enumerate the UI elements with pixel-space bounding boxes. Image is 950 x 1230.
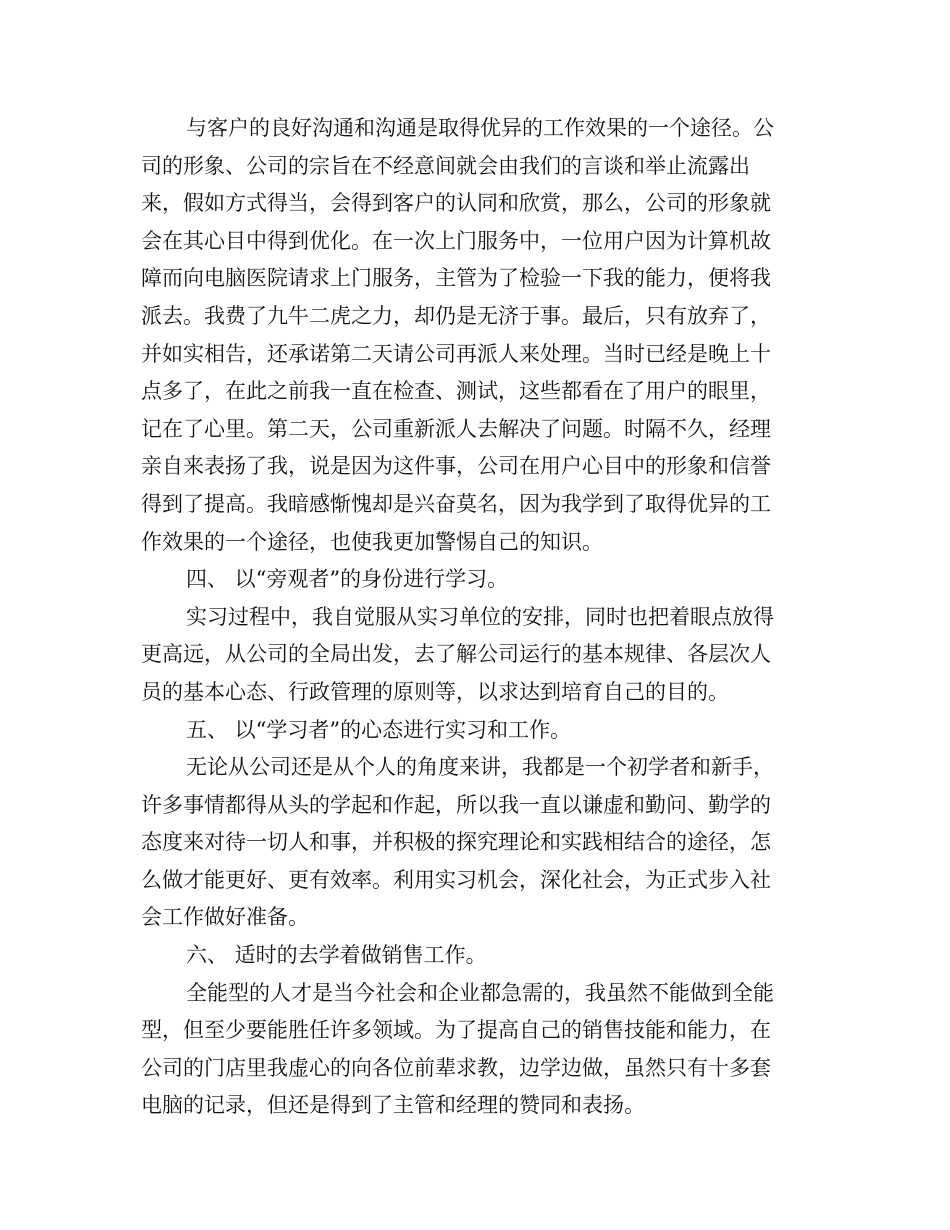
text-line: 障而向电脑医院请求上门服务，主管为了检验一下我的能力，便将我 [141,266,771,291]
text-line: 六、 适时的去学着做销售工作。 [186,943,487,968]
text-line: 与客户的良好沟通和沟通是取得优异的工作效果的一个途径。公 [186,116,774,140]
text-line: 电脑的记录，但还是得到了主管和经理的赞同和表扬。 [141,1093,645,1118]
text-line: 许多事情都得从头的学起和作起，所以我一直以谦虚和勤问、勤学的 [141,792,771,817]
text-line: 型，但至少要能胜任许多领域。为了提高自己的销售技能和能力，在 [141,1018,771,1043]
document-body [141,110,801,1125]
text-line: 么做才能更好、更有效率。利用实习机会，深化社会，为正式步入社 [141,867,771,892]
text-line: 作效果的一个途径，也使我更加警惕自己的知识。 [141,529,603,554]
text-line: 并如实相告，还承诺第二天请公司再派人来处理。当时已经是晚上十 [141,341,771,366]
text-line: 会工作做好准备。 [141,905,309,930]
text-line: 更高远，从公司的全局出发，去了解公司运行的基本规律、各层次人 [141,642,771,667]
text-line: 无论从公司还是从个人的角度来讲，我都是一个初学者和新手， [186,755,774,780]
text-line: 会在其心目中得到优化。在一次上门服务中，一位用户因为计算机故 [141,228,771,253]
text-line: 态度来对待一切人和事，并积极的探究理论和实践相结合的途径，怎 [141,830,771,855]
text-line: 公司的门店里我虚心的向各位前辈求教，边学边做，虽然只有十多套 [141,1055,771,1080]
text-line: 来，假如方式得当，会得到客户的认同和欣赏，那么，公司的形象就 [141,191,771,216]
text-line: 派去。我费了九牛二虎之力，却仍是无济于事。最后，只有放弃了， [141,303,771,328]
text-line: 点多了，在此之前我一直在检查、测试，这些都看在了用户的眼里， [141,379,771,404]
text-line: 员的基本心态、行政管理的原则等，以求达到培育自己的目的。 [141,679,729,704]
text-line: 记在了心里。第二天，公司重新派人去解决了问题。时隔不久，经理 [141,416,771,441]
text-line: 亲自来表扬了我，说是因为这件事，公司在用户心目中的形象和信誉 [141,454,771,479]
text-line: 五、 以“学习者”的心态进行实习和工作。 [186,717,572,742]
text-line: 得到了提高。我暗感惭愧却是兴奋莫名，因为我学到了取得优异的工 [141,491,771,516]
text-line: 司的形象、公司的宗旨在不经意间就会由我们的言谈和举止流露出 [141,153,750,178]
text-line: 实习过程中，我自觉服从实习单位的安排，同时也把着眼点放得 [186,604,774,629]
text-line: 全能型的人才是当今社会和企业都急需的，我虽然不能做到全能 [186,980,774,1005]
text-line: 四、 以“旁观者”的身份进行学习。 [186,567,509,592]
